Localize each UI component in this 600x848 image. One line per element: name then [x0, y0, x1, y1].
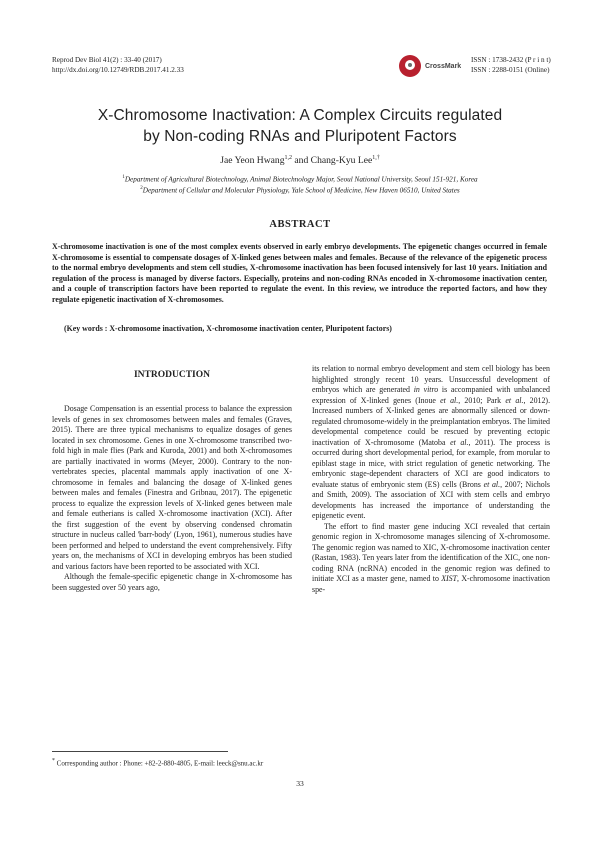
issn-block: [471, 55, 551, 75]
keywords: (Key words : X-chromosome inactivation, X-chromosome inactivation center, Pluripotent factors): [64, 324, 392, 333]
author-affil-mark: 1,2: [284, 155, 292, 161]
affiliation-mark: 1: [122, 175, 125, 180]
abstract-text: X-chromosome inactivation is one of the most complex events observed in early embryo developments. The epigenetic changes occurred in female X-chromosome is essential to compensate dosages of X-linked genes between males and females. Because of the relevance of the epigenetic process to the normal embryo developments and stem cell studies, X-chromosome inactivation has been focused intensively for last 10 years. Initiation and regulation of the process is managed by diverse factors. Especially, proteins and non-coding RNAs encoded in X-chromosome inactivation center, and a couple of transcription factors have been reported to regulate the event. In this review, we introduce the reported factors, and how they regulate epigenetic inactivation of X-chromosomes.: [52, 242, 547, 304]
body-paragraph: Dosage Compensation is an essential process to balance the expression levels of genes in sex chromosomes between males and females (Graves, 2015). There are three typical mechanisms to equalize dosages of genes located in sex chromosome. Genes in one X-chromosome transcribed two-fold high in male flies (Park and Kuroda, 2001) and both X-chromosomes are partially inactivated in worms (Meyer, 2000). Contrary to the non-vertebrates species, placental mammals apply inactivation of one X-chromosome in females and balancing the dosage of X-linked genes between males and females (Finestra and Gribnau, 2017). The epigenetic process to equalize the expression levels of X-linked genes between male and female eutherians is called X-chromosome inactivation (XCI). After the first suggestion of the event by observing condensed chromatin structure in nucleus called 'barr-body' (Lyon, 1961), numerous studies have been performed and helped to understand the event comprehensively. Fifty years on, the mechanisms of XCI in developing embryos has been studied and various factors have been reported to be associated with XCI.: [52, 404, 292, 571]
crossmark-badge[interactable]: [399, 55, 461, 77]
author-list: [40, 155, 560, 166]
abstract-heading: ABSTRACT: [269, 219, 331, 230]
body-paragraph: its relation to normal embryo development and stem cell biology has been highlighted strongly recent 10 years. Unsuccessful development of embryos which are generated in vitro is accompanied with unbalanced expression of X-linked genes (Inoue et al., 2010; Park et al., 2012). Increased numbers of X-linked genes are abnormally silenced or down-regulated chromosome-widely in the preimplantation embryos. The limited developmental competence could be rescued by preventing ectopic inactivation of X-chromosome (Matoba et al., 2011). The process is occurred during short developmental period, for example, from morular to epiblast stage in mice, with strict regulation of genetic networking. The embryonic stage-dependent characters of XCI are good indicators to evaluate status of embryonic stem (ES) cells (Brons et al., 2007; Nichols and Smith, 2009). The association of XCI with stem cells and embryo developments has increased the importance of understanding the epigenetic event.: [312, 364, 551, 520]
journal-citation: Reprod Dev Biol 41(2) : 33-40 (2017): [52, 56, 162, 64]
left-column: [52, 404, 292, 593]
title-line-2: by Non-coding RNAs and Pluripotent Factors: [143, 128, 457, 145]
body-paragraph: The effort to find master gene inducing XCI revealed that certain genomic region in X-chromosome manages silencing of X-chromosome. The genomic region was named to XIC, X-chromosome inactivation center (Rastan, 1983). Ten years later from the identification of the XIC, one non-coding RNA (ncRNA) encoded in the genomic region was defined to initiate XCI as a master gene, named to XIST, X-chromosome inactivation spe-: [312, 521, 550, 594]
body-paragraph: Although the female-specific epigenetic change in X-chromosome has been suggested over 50 years ago,: [52, 572, 292, 592]
author-affil-mark: 1,†: [372, 155, 380, 161]
footnote-mark: *: [52, 758, 55, 764]
author-conjunction: and: [294, 155, 309, 167]
footnote-divider: [52, 751, 228, 752]
author-name: Jae Yeon Hwang: [220, 155, 285, 167]
crossmark-label: CrossMark: [425, 62, 462, 70]
affiliation-text: Department of Agricultural Biotechnology, Animal Biotechnology Major, Seoul National University, Seoul 151-921, Korea: [124, 175, 478, 184]
crossmark-icon: [399, 55, 421, 77]
affiliation-mark: 2: [140, 186, 143, 191]
affiliation-text: Department of Cellular and Molecular Physiology, Yale School of Medicine, New Haven 06510, United States: [142, 186, 460, 195]
doi-link[interactable]: http://dx.doi.org/10.12749/RDB.2017.41.2.33: [52, 66, 184, 74]
introduction-heading: INTRODUCTION: [133, 370, 210, 380]
affiliation: [40, 186, 560, 194]
journal-header: [52, 55, 184, 75]
author-name: Chang-Kyu Lee: [310, 155, 373, 167]
article-title: [40, 105, 560, 147]
issn-online: ISSN : 2288-0151 (Online): [471, 66, 550, 74]
title-line-1: X-Chromosome Inactivation: A Complex Circuits regulated: [97, 107, 503, 124]
page-number: 33: [296, 779, 304, 788]
footnote-text: Corresponding author : Phone: +82-2-880-4805, E-mail: leeck@snu.ac.kr: [56, 759, 264, 768]
issn-print: ISSN : 1738-2432 (P r i n t): [471, 56, 551, 64]
corresponding-author-footnote: [52, 758, 263, 767]
affiliation: [40, 175, 560, 183]
right-column: [312, 364, 550, 595]
